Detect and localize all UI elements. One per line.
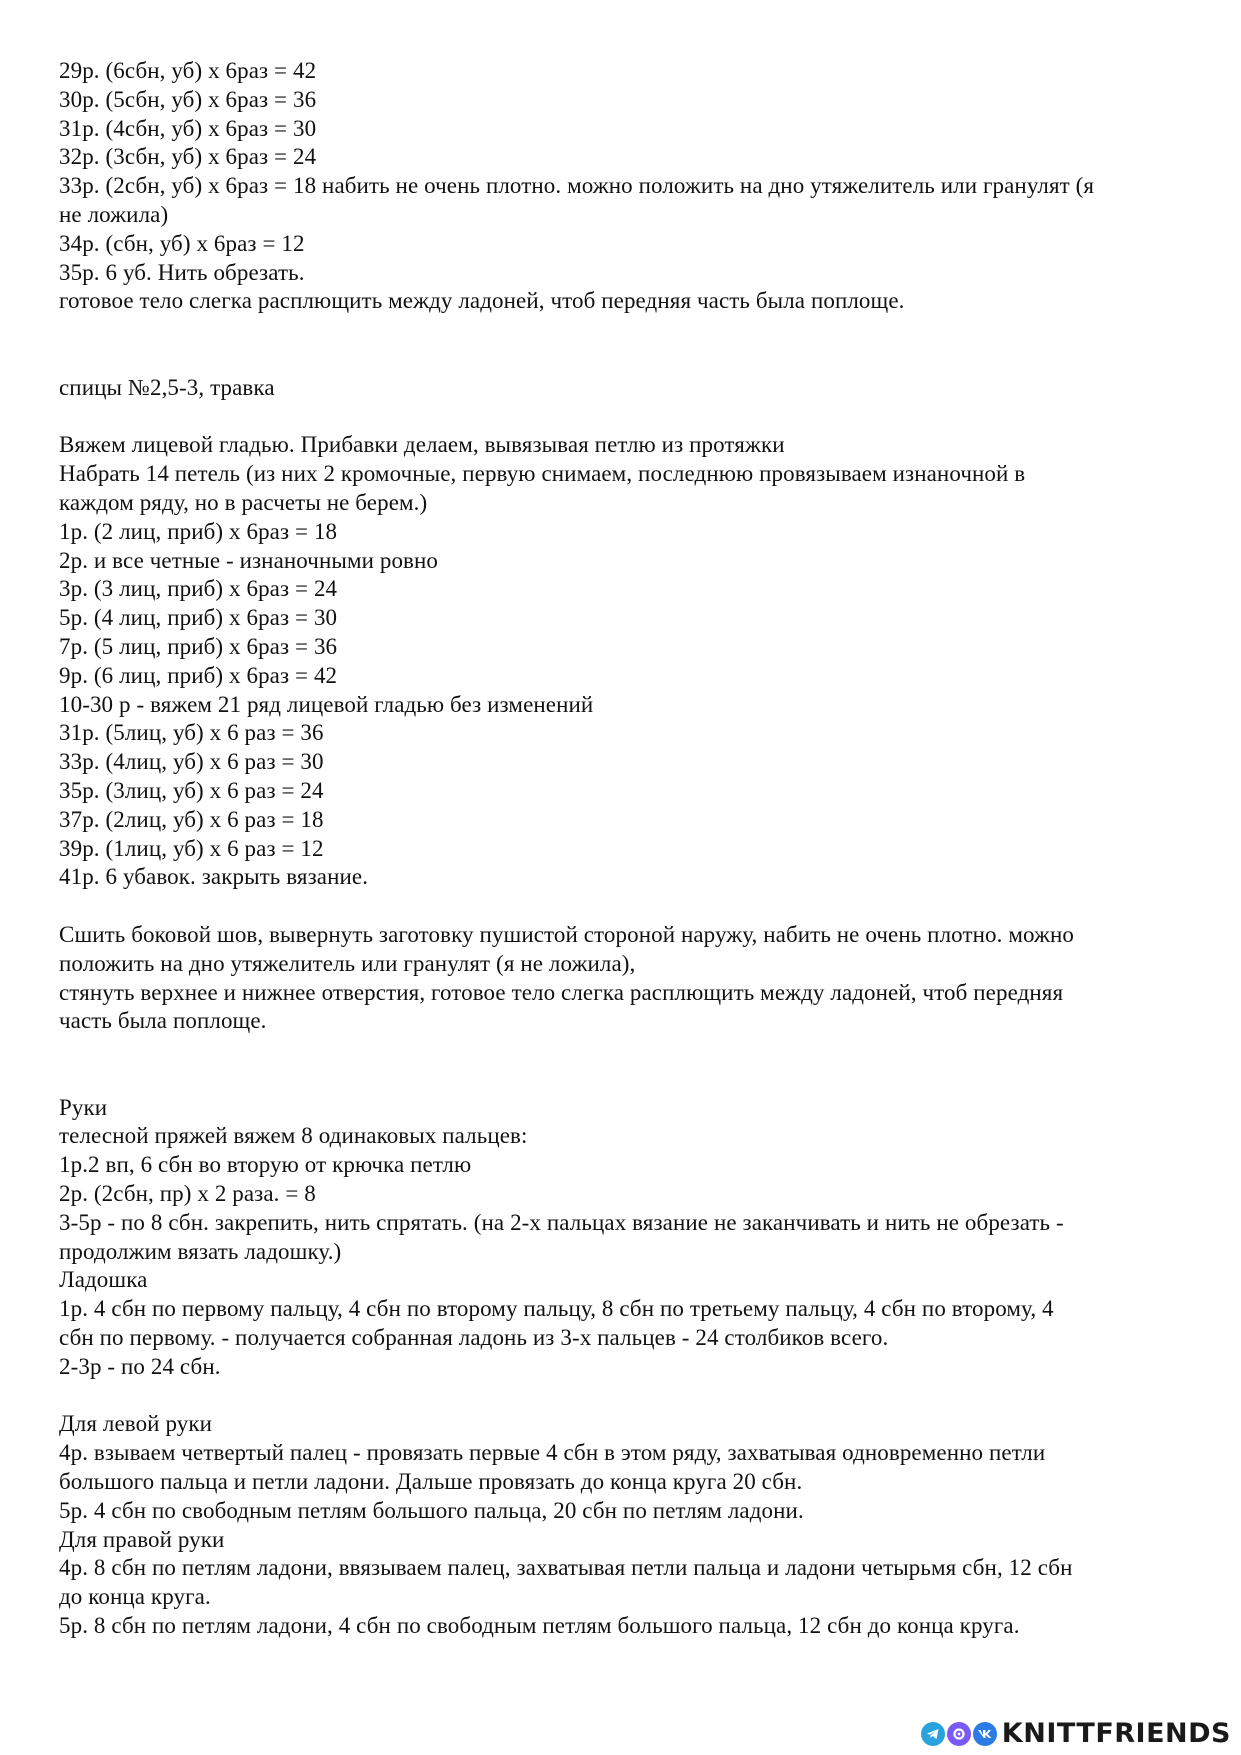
text-line: Для правой руки xyxy=(59,1526,225,1552)
text-line: 39р. (1лиц, уб) х 6 раз = 12 xyxy=(59,835,324,861)
text-line: 37р. (2лиц, уб) х 6 раз = 18 xyxy=(59,806,324,832)
text-line: Для левой руки xyxy=(59,1411,213,1437)
text-line: 33р. (2сбн, уб) х 6раз = 18 набить не очень плотно. можно положить на дно утяжелитель или гранулят (я xyxy=(59,173,1095,199)
text-line: 31р. (4сбн, уб) х 6раз = 30 xyxy=(59,115,317,141)
blank-line xyxy=(59,403,1189,432)
text-line: часть была поплоще. xyxy=(59,1008,267,1034)
blank-line xyxy=(59,345,1189,374)
text-line: 33р. (4лиц, уб) х 6 раз = 30 xyxy=(59,749,324,775)
text-line: 29р. (6сбн, уб) х 6раз = 42 xyxy=(59,58,317,83)
footer-brand xyxy=(921,1718,1231,1749)
text-line: 34р. (сбн, уб) х 6раз = 12 xyxy=(59,230,305,256)
text-line: 9р. (6 лиц, приб) х 6раз = 42 xyxy=(59,662,338,688)
text-line: Ладошка xyxy=(59,1267,148,1293)
text-line: продолжим вязать ладошку.) xyxy=(59,1238,342,1264)
odnoklassniki-icon[interactable] xyxy=(947,1722,971,1746)
blank-line xyxy=(59,1382,1189,1411)
text-line: 2р. (2сбн, пр) х 2 раза. = 8 xyxy=(59,1181,316,1207)
text-line: 5р. (4 лиц, приб) х 6раз = 30 xyxy=(59,605,338,631)
text-line: 1р. 4 сбн по первому пальцу, 4 сбн по второму пальцу, 8 сбн по третьему пальцу, 4 сбн по второму, 4 xyxy=(59,1296,1054,1322)
text-line: телесной пряжей вяжем 8 одинаковых пальцев: xyxy=(59,1123,528,1149)
text-line: 5р. 4 сбн по свободным петлям большого пальца, 20 сбн по петлям ладони. xyxy=(59,1497,804,1523)
text-line: не ложила) xyxy=(59,201,169,227)
text-line: спицы №2,5-3, травка xyxy=(59,374,275,400)
brand-name: KNITTFRIENDS xyxy=(1001,1718,1231,1749)
blank-line xyxy=(59,316,1189,345)
blank-line xyxy=(59,1036,1189,1065)
blank-line xyxy=(59,1065,1189,1094)
text-line: 2-3р - по 24 сбн. xyxy=(59,1353,221,1379)
text-line: положить на дно утяжелитель или гранулят (я не ложила), xyxy=(59,950,636,976)
blank-line xyxy=(59,892,1189,921)
text-line: сбн по первому. - получается собранная ладонь из 3-х пальцев - 24 столбиков всего. xyxy=(59,1325,889,1351)
text-line: 1р. (2 лиц, приб) х 6раз = 18 xyxy=(59,518,338,544)
text-line: 3р. (3 лиц, приб) х 6раз = 24 xyxy=(59,576,338,602)
text-line: Набрать 14 петель (из них 2 кромочные, первую снимаем, последнюю провязываем изнаночной в xyxy=(59,461,1026,487)
text-line: 1р.2 вп, 6 сбн во вторую от крючка петлю xyxy=(59,1152,472,1178)
text-line: до конца круга. xyxy=(59,1584,211,1610)
text-line: 7р. (5 лиц, приб) х 6раз = 36 xyxy=(59,633,338,659)
vk-icon[interactable] xyxy=(973,1722,997,1746)
text-line: Руки xyxy=(59,1094,108,1120)
text-line: большого пальца и петли ладони. Дальше провязать до конца круга 20 сбн. xyxy=(59,1469,803,1495)
text-line: 10-30 р - вяжем 21 ряд лицевой гладью без изменений xyxy=(59,691,594,717)
text-line: 4р. взываем четвертый палец - провязать первые 4 сбн в этом ряду, захватывая одновременно петли xyxy=(59,1440,1046,1466)
text-line: 41р. 6 убавок. закрыть вязание. xyxy=(59,864,369,890)
text-line: Сшить боковой шов, вывернуть заготовку пушистой стороной наружу, набить не очень плотно. можно xyxy=(59,921,1074,947)
text-line: Вяжем лицевой гладью. Прибавки делаем, вывязывая петлю из протяжки xyxy=(59,432,785,458)
document-body xyxy=(59,57,1189,1641)
text-line: 5р. 8 сбн по петлям ладони, 4 сбн по свободным петлям большого пальца, 12 сбн до конца круга. xyxy=(59,1613,1020,1639)
text-line: 4р. 8 сбн по петлям ладони, ввязываем палец, захватывая петли пальца и ладони четырьмя сбн, 12 сбн xyxy=(59,1555,1073,1581)
text-line: 31р. (5лиц, уб) х 6 раз = 36 xyxy=(59,720,324,746)
text-line: 32р. (3сбн, уб) х 6раз = 24 xyxy=(59,144,317,170)
text-line: 35р. 6 уб. Нить обрезать. xyxy=(59,259,305,285)
telegram-icon[interactable] xyxy=(921,1722,945,1746)
text-line: 2р. и все четные - изнаночными ровно xyxy=(59,547,439,573)
text-line: 35р. (3лиц, уб) х 6 раз = 24 xyxy=(59,777,324,803)
text-line: 3-5р - по 8 сбн. закрепить, нить спрятать. (на 2-х пальцах вязание не заканчивать и нить не обрезать - xyxy=(59,1209,1064,1235)
text-line: каждом ряду, но в расчеты не берем.) xyxy=(59,489,428,515)
text-line: готовое тело слегка расплющить между ладоней, чтоб передняя часть была поплоще. xyxy=(59,288,905,314)
text-line: стянуть верхнее и нижнее отверстия, готовое тело слегка расплющить между ладоней, чтоб передняя xyxy=(59,979,1064,1005)
text-line: 30р. (5сбн, уб) х 6раз = 36 xyxy=(59,86,317,112)
